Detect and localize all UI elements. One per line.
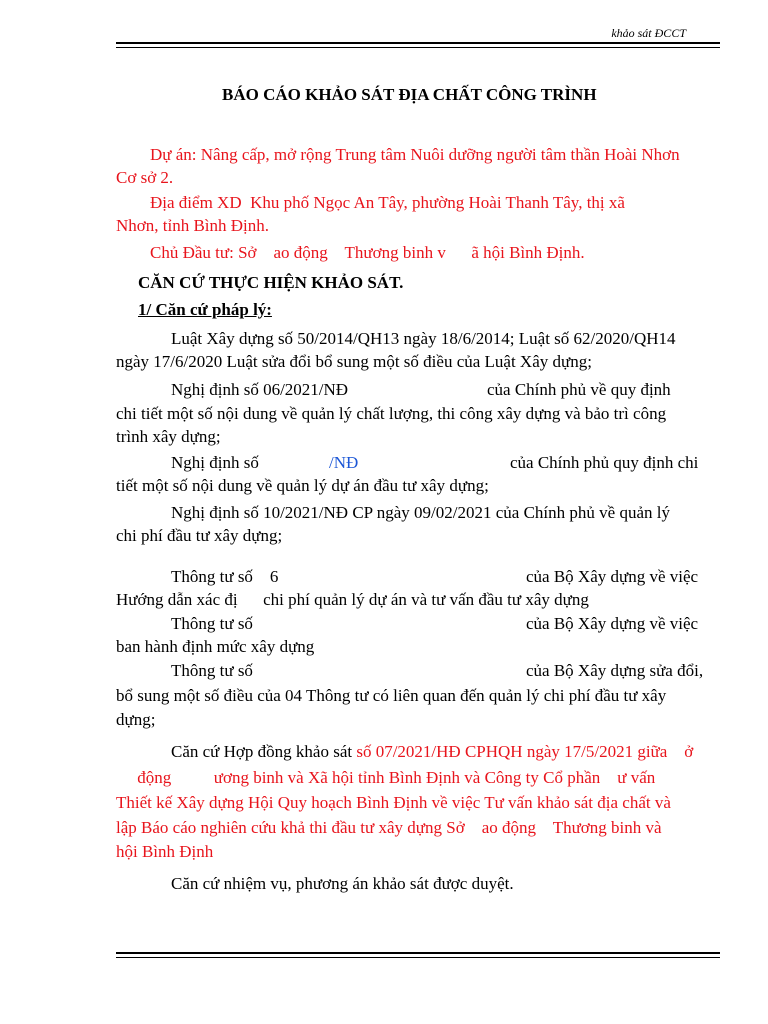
- circular2-line-1a: Thông tư số: [171, 614, 253, 633]
- circular1-line-1b: của Bộ Xây dựng về việc: [526, 567, 699, 586]
- circular3-line-1a: Thông tư số: [171, 661, 253, 680]
- running-header: khảo sát ĐCCT: [611, 26, 686, 40]
- circular3-line-3: dựng;: [116, 710, 156, 729]
- contract-number: số 07/2021/HĐ CPHQH ngày 17/5/2021 giữa ở: [356, 742, 694, 761]
- subsection-heading: 1/ Căn cứ pháp lý:: [138, 300, 272, 319]
- circular1-line-2: Hướng dẫn xác đị chi phí quản lý dự án và tư vấn đầu tư xây dựng: [116, 590, 589, 609]
- circular1-line-1a: Thông tư số 6: [171, 567, 279, 586]
- decree2-line-2: tiết một số nội dung về quản lý dự án đầu tư xây dựng;: [116, 476, 489, 495]
- basis-line: Căn cứ nhiệm vụ, phương án khảo sát được duyệt.: [171, 874, 514, 893]
- decree1-line-2: chi tiết một số nội dung về quản lý chất lượng, thi công xây dựng và bảo trì công: [116, 404, 667, 423]
- section-heading: CĂN CỨ THỰC HIỆN KHẢO SÁT.: [138, 273, 404, 292]
- contract-line-5: hội Bình Định: [116, 842, 214, 861]
- circular3-line-2: bổ sung một số điều của 04 Thông tư có liên quan đến quản lý chi phí đầu tư xây: [116, 686, 667, 705]
- contract-line-3: Thiết kế Xây dựng Hội Quy hoạch Bình Định về việc Tư vấn khảo sát địa chất và: [116, 793, 671, 812]
- location-line-2: Nhơn, tỉnh Bình Định.: [116, 216, 270, 235]
- footer-rule: [116, 952, 720, 958]
- law-line-1: Luật Xây dựng số 50/2014/QH13 ngày 18/6/2014; Luật số 62/2020/QH14: [171, 329, 676, 348]
- owner-line: Chủ Đầu tư: Sở ao động Thương binh v ã hội Bình Định.: [150, 243, 585, 262]
- decree1-line-3: trình xây dựng;: [116, 427, 221, 446]
- decree2-line-1b: của Chính phủ quy định chi: [510, 453, 699, 472]
- contract-line-2: động ương binh và Xã hội tỉnh Bình Định và Công ty Cổ phần ư vấn: [116, 768, 656, 787]
- location-line-1: Địa điểm XD Khu phố Ngọc An Tây, phường Hoài Thanh Tây, thị xã: [150, 193, 625, 212]
- report-title: BÁO CÁO KHẢO SÁT ĐỊA CHẤT CÔNG TRÌNH: [222, 85, 597, 104]
- circular2-line-2: ban hành định mức xây dựng: [116, 637, 315, 656]
- contract-line-4: lập Báo cáo nghiên cứu khả thi đầu tư xây dựng Sở ao động Thương binh và: [116, 818, 662, 837]
- decree1-line-1b: của Chính phủ về quy định: [487, 380, 671, 399]
- decree1-line-1a: Nghị định số 06/2021/NĐ: [171, 380, 349, 399]
- project-line-2: Cơ sở 2.: [116, 168, 174, 187]
- contract-line-1: [171, 742, 693, 762]
- law-line-2: ngày 17/6/2020 Luật sửa đổi bổ sung một số điều của Luật Xây dựng;: [116, 352, 592, 371]
- decree2-line-1a: Nghị định số: [171, 453, 259, 472]
- circular2-line-1b: của Bộ Xây dựng về việc: [526, 614, 699, 633]
- circular3-line-1b: của Bộ Xây dựng sửa đổi,: [526, 661, 704, 680]
- contract-prefix: Căn cứ Hợp đồng khảo sát: [171, 742, 357, 761]
- header-rule: [116, 42, 720, 48]
- decree2-number: /NĐ: [329, 453, 359, 472]
- decree3-line-1: Nghị định số 10/2021/NĐ CP ngày 09/02/2021 của Chính phủ về quản lý: [171, 503, 670, 522]
- decree3-line-2: chi phí đầu tư xây dựng;: [116, 526, 283, 545]
- project-line-1: Dự án: Nâng cấp, mở rộng Trung tâm Nuôi dưỡng người tâm thần Hoài Nhơn: [150, 145, 680, 164]
